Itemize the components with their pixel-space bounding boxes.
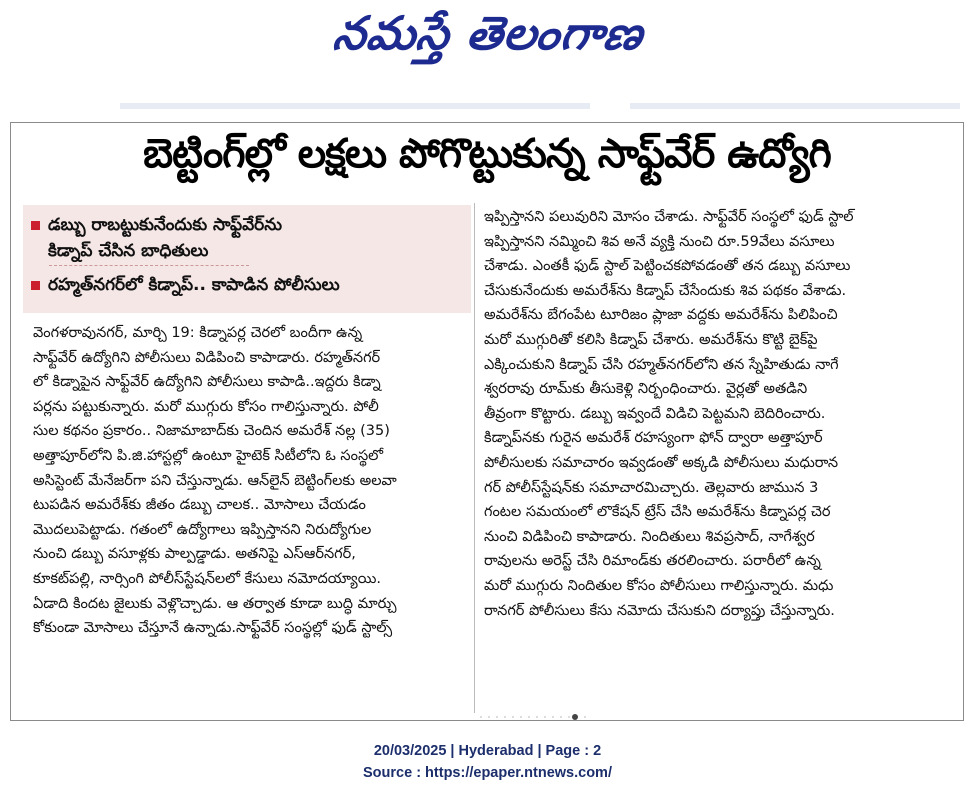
- footer-dateline: 20/03/2025 | Hyderabad | Page : 2: [373, 743, 602, 759]
- body-line: సుల కథనం ప్రకారం.. నిజామాబాద్‌కు చెందిన అమరేశ్ నల్ల (35): [33, 423, 390, 440]
- body-line: ఎక్కించుకుని కిడ్నాప్ చేసి రహ్మత్‌నగర్‌లోని తన స్నేహితుడు నాగే: [484, 356, 839, 373]
- footer-source: Source : https://epaper.ntnews.com/: [363, 765, 612, 781]
- article-deck: [23, 205, 471, 313]
- body-line: పోలీసులకు సమాచారం ఇవ్వడంతో అక్కడి పోలీసులు మధురాన: [484, 454, 839, 471]
- body-line: అసిస్టెంట్ మేనేజర్‌గా పని చేస్తున్నాడు. ఆన్‌లైన్ బెట్టింగ్‌లకు అలవా: [33, 472, 397, 489]
- body-line: చేసుకునేందుకు అమరేశ్‌ను కిడ్నాప్ చేసేందుకు శివ పథకం వేశాడు.: [484, 282, 847, 299]
- newspaper-logo: నమస్తే తెలంగాణ: [329, 6, 647, 60]
- body-line: కూకట్‌పల్లి, నార్సింగి పోలీస్‌స్టేషన్‌లలో కేసులు నమోదయ్యాయి.: [33, 570, 381, 587]
- body-line: నుంచి డబ్బు వసూళ్లకు పాల్పడ్డాడు. అతనిపై ఎస్‌ఆర్‌నగర్,: [33, 546, 356, 563]
- body-line: ఇప్పిస్తానని నమ్మించి శివ అనే వ్యక్తి నుంచి రూ.59వేలు వసూలు: [484, 233, 835, 250]
- body-line: సాఫ్ట్‌వేర్ ఉద్యోగిని పోలీసులు విడిపించి కాపాడారు. రహ్మత్‌నగర్: [33, 349, 381, 366]
- deck-item-text: డబ్బు రాబట్టుకునేందుకు సాఫ్ట్‌వేర్‌ను: [48, 215, 283, 235]
- masthead-rule-right: [630, 103, 960, 109]
- body-line: కోకుండా మోసాలు చేస్తూనే ఉన్నాడు.సాఫ్ట్‌వేర్ సంస్థల్లో ఫుడ్ స్టాల్స్: [33, 620, 393, 637]
- body-line: లో కిడ్నాపైన సాఫ్ట్‌వేర్ ఉద్యోగిని పోలీసులు కాపాడి..ఇద్దరు కిడ్నా: [33, 374, 381, 391]
- body-line: నుంచి విడిపించి కాపాడారు. నిందితులు శివప్రసాద్, నాగేశ్వర: [484, 528, 815, 545]
- deck-item-text: రహ్మత్‌నగర్‌లో కిడ్నాప్.. కాపాడిన పోలీసులు: [48, 275, 340, 295]
- masthead: [0, 0, 975, 72]
- body-line: మరో ముగ్గురు నిందితుల కోసం పోలీసులు గాలిస్తున్నారు. మధు: [484, 577, 834, 594]
- body-line: అమరేశ్‌ను బేగంపేట టూరిజం ప్లాజా వద్దకు అమరేశ్‌ను పిలిపించి: [484, 307, 838, 324]
- body-line: ఏడాది కిందట జైలుకు వెళ్లొచ్చాడు. ఆ తర్వాత కూడా బుద్ధి మార్చు: [33, 595, 397, 612]
- page-footer: [0, 740, 975, 784]
- body-line: పర్లను పట్టుకున్నారు. మరో ముగ్గురు కోసం గాలిస్తున్నారు. పోలీ: [33, 398, 379, 415]
- body-line: టుపడిన అమరేశ్‌కు జీతం డబ్బు చాలక.. మోసాలు చేయడం: [33, 497, 366, 514]
- column-divider: [474, 203, 475, 713]
- body-line: వెంగళరావునగర్, మార్చి 19: కిడ్నాపర్ల చెరలో బందీగా ఉన్న: [33, 325, 363, 341]
- body-line: ఇప్పిస్తానని పలువురిని మోసం చేశాడు. సాఫ్ట్‌వేర్ సంస్థలో ఫుడ్ స్టాల్: [484, 209, 854, 225]
- article-headline: బెట్టింగ్‌ల్లో లక్షలు పోగొట్టుకున్న సాఫ్ట్‌వేర్ ఉద్యోగి: [143, 131, 831, 177]
- body-line: మరో ముగ్గురితో కలిసి కిడ్నాప్ చేశారు. అమరేశ్‌ను కొట్టి బైక్‌పై: [484, 331, 818, 348]
- body-line: గర్ పోలీస్‌స్టేషన్‌కు సమాచారమిచ్చారు. తెల్లవారు జామున 3: [484, 479, 819, 496]
- body-column-right: [484, 205, 954, 623]
- body-line: చేశాడు. ఎంతకీ ఫుడ్ స్టాల్ పెట్టించకపోవడంతో తన డబ్బు వసూలు: [484, 258, 851, 275]
- body-line: కిడ్నాప్‌నకు గురైన అమరేశ్ రహస్యంగా ఫోన్ ద్వారా అత్తాపూర్: [484, 430, 823, 447]
- body-line: రానగర్ పోలీసులు కేసు నమోదు చేసుకుని దర్యాప్తు చేస్తున్నారు.: [484, 602, 835, 619]
- body-line: అత్తాపూర్‌లోని పి.జి.హాస్టల్లో ఉంటూ హైటెక్ సిటీలోని ఓ సంస్థలో: [33, 447, 384, 464]
- body-line: గంటల సమయంలో లొకేషన్ ట్రేస్ చేసి అమరేశ్‌ను కిడ్నాపర్ల చెర: [484, 504, 831, 521]
- article-clipping: [10, 122, 964, 721]
- deck-item-1-continued: [48, 241, 208, 265]
- masthead-rule-left: [120, 103, 590, 109]
- page-fold-marks: [480, 713, 590, 721]
- body-line: శ్వరరావు రూమ్‌కు తీసుకెళ్లి నిర్బంధించారు. వైర్లతో అతడిని: [484, 381, 808, 398]
- body-column-left: [33, 321, 465, 641]
- deck-divider: [49, 265, 249, 266]
- body-line: తీవ్రంగా కొట్టారు. డబ్బు ఇవ్వందే విడిచి పెట్టమని బెదిరించారు.: [484, 405, 826, 422]
- deck-item-2: [31, 275, 340, 299]
- red-square-bullet-icon: [31, 221, 40, 230]
- deck-item-1: [31, 215, 282, 239]
- deck-item-text: కిడ్నాప్ చేసిన బాధితులు: [48, 241, 209, 261]
- body-line: రావులను అరెస్ట్ చేసి రిమాండ్‌కు తరలించారు. పరారీలో ఉన్న: [484, 553, 821, 570]
- body-line: మొదలుపెట్టాడు. గతంలో ఉద్యోగాలు ఇప్పిస్తానని నిరుద్యోగుల: [33, 521, 372, 538]
- red-square-bullet-icon: [31, 281, 40, 290]
